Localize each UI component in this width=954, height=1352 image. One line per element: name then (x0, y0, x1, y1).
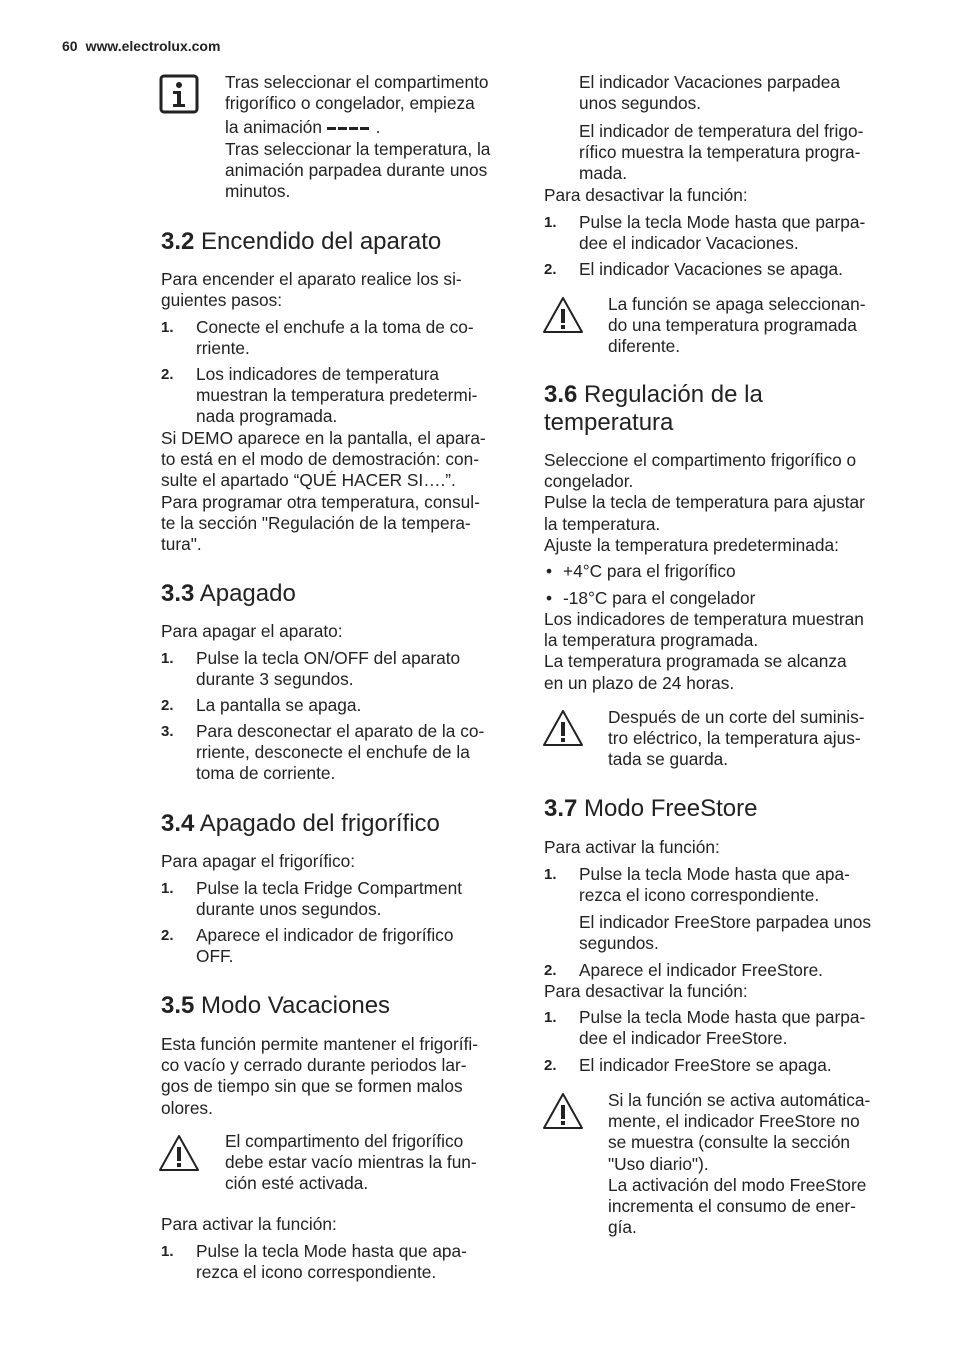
paragraph-line: tura". (161, 534, 202, 555)
paragraph-line: El indicador de temperatura del frigo- (579, 121, 864, 141)
warning-note (608, 707, 908, 771)
section-3-5-intro (161, 1034, 478, 1119)
paragraph-line: Para programar otra temperatura, consul- (161, 491, 480, 512)
paragraph-line: incrementa el consumo de ener- (608, 1196, 856, 1217)
paragraph-line: tro eléctrico, la temperatura ajus- (608, 728, 861, 749)
section-heading-3-7: 3.7 Modo FreeStore (544, 795, 758, 822)
section-heading-3-4: 3.4 Apagado del frigorífico (161, 810, 440, 837)
section-heading-3-5: 3.5 Modo Vacaciones (161, 992, 391, 1019)
paragraph-line: unos segundos. (579, 93, 702, 114)
paragraph-line: Para apagar el frigorífico: (161, 851, 356, 871)
info-note-line: minutos. (225, 181, 291, 202)
page-header (62, 38, 220, 54)
section-heading-3-6: 3.6 Regulación de la temperatura (544, 381, 763, 436)
paragraph-line: El indicador FreeStore parpadea unos (579, 912, 872, 932)
paragraph-line: se muestra (consulte la sección (608, 1132, 851, 1153)
paragraph-line: mente, el indicador FreeStore no (608, 1111, 860, 1132)
list-continuation (579, 121, 899, 185)
paragraph-line: diferente. (608, 336, 681, 357)
paragraph-line: guientes pasos: (161, 290, 283, 311)
warning-note (608, 294, 908, 358)
paragraph-line: la temperatura. (544, 513, 661, 534)
warning-icon (542, 1092, 584, 1130)
section-heading-3-2: 3.2 Encendido del aparato (161, 228, 442, 255)
paragraph-line: Para desactivar la función: (544, 185, 748, 205)
info-note-line: Tras seleccionar la temperatura, la (225, 138, 491, 159)
paragraph-line: en un plazo de 24 horas. (544, 672, 735, 693)
paragraph-line: Los indicadores de temperatura muestran (544, 609, 864, 629)
paragraph-line: El indicador Vacaciones parpadea (579, 72, 840, 92)
paragraph-line: Para apagar el aparato: (161, 621, 343, 641)
paragraph-line: rífico muestra la temperatura progra- (579, 142, 861, 163)
section-heading-3-3: 3.3 Apagado (161, 580, 296, 607)
section-3-6-p1 (544, 450, 904, 556)
list-continuation (579, 912, 909, 954)
paragraph-line: la temperatura programada. (544, 630, 759, 651)
paragraph-line: Seleccione el compartimento frigorífico o (544, 450, 857, 470)
info-note-line: la animación . (225, 117, 381, 138)
paragraph-line: "Uso diario"). (608, 1153, 709, 1174)
paragraph-line: to está en el modo de demostración: con- (161, 449, 479, 470)
section-3-6-p2 (544, 609, 904, 694)
paragraph-line: do una temperatura programada (608, 315, 857, 336)
paragraph-line: Después de un corte del suminis- (608, 707, 865, 727)
paragraph-line: congelador. (544, 471, 634, 492)
info-note-line: frigorífico o congelador, empieza (225, 93, 475, 114)
paragraph-line: Ajuste la temperatura predeterminada: (544, 534, 839, 555)
paragraph-line: Para encender el aparato realice los si- (161, 269, 462, 289)
info-note (225, 72, 525, 202)
paragraph-line: gos de tiempo sin que se formen malos (161, 1076, 463, 1097)
paragraph-line: Si la función se activa automática- (608, 1090, 871, 1110)
paragraph-line: Si DEMO aparece en la pantalla, el apara- (161, 428, 486, 448)
paragraph-line: Pulse la tecla de temperatura para ajustar (544, 492, 865, 513)
paragraph-line: Para desactivar la función: (544, 981, 748, 1001)
paragraph-line: El compartimento del frigorífico (225, 1131, 464, 1151)
paragraph-line: debe estar vacío mientras la fun- (225, 1152, 477, 1173)
paragraph-line: La función se apaga seleccionan- (608, 294, 866, 314)
list-continuation (579, 72, 899, 114)
warning-note (225, 1131, 525, 1195)
paragraph-line: gía. (608, 1217, 637, 1238)
header-url: www.electrolux.com (85, 38, 221, 54)
paragraph-line: segundos. (579, 933, 659, 954)
paragraph-line: tada se guarda. (608, 749, 729, 770)
paragraph-line: Para activar la función: (161, 1214, 337, 1234)
warning-icon (158, 1134, 200, 1172)
paragraph-line: La activación del modo FreeStore (608, 1174, 867, 1195)
warning-icon (542, 296, 584, 334)
paragraph-line: Para activar la función: (544, 837, 720, 857)
paragraph-line: La temperatura programada se alcanza (544, 651, 847, 672)
section-3-2-intro (161, 269, 462, 311)
dash-animation-icon (327, 125, 371, 133)
paragraph-line: sulte el apartado “QUÉ HACER SI….”. (161, 470, 456, 491)
warning-icon (542, 709, 584, 747)
info-note-line: animación parpadea durante unos (225, 159, 488, 180)
paragraph-line: te la sección "Regulación de la tempera- (161, 512, 471, 533)
paragraph-line: mada. (579, 163, 628, 184)
warning-note (608, 1090, 908, 1238)
paragraph-line: co vacío y cerrado durante periodos lar- (161, 1055, 467, 1076)
info-note-line: Tras seleccionar el compartimento (225, 72, 489, 92)
paragraph-line: Esta función permite mantener el frigorífi- (161, 1034, 478, 1054)
page-number: 60 (62, 38, 78, 54)
paragraph-line: ción esté activada. (225, 1173, 369, 1194)
paragraph-line: olores. (161, 1097, 213, 1118)
info-icon (159, 74, 199, 114)
section-3-2-after (161, 428, 521, 555)
